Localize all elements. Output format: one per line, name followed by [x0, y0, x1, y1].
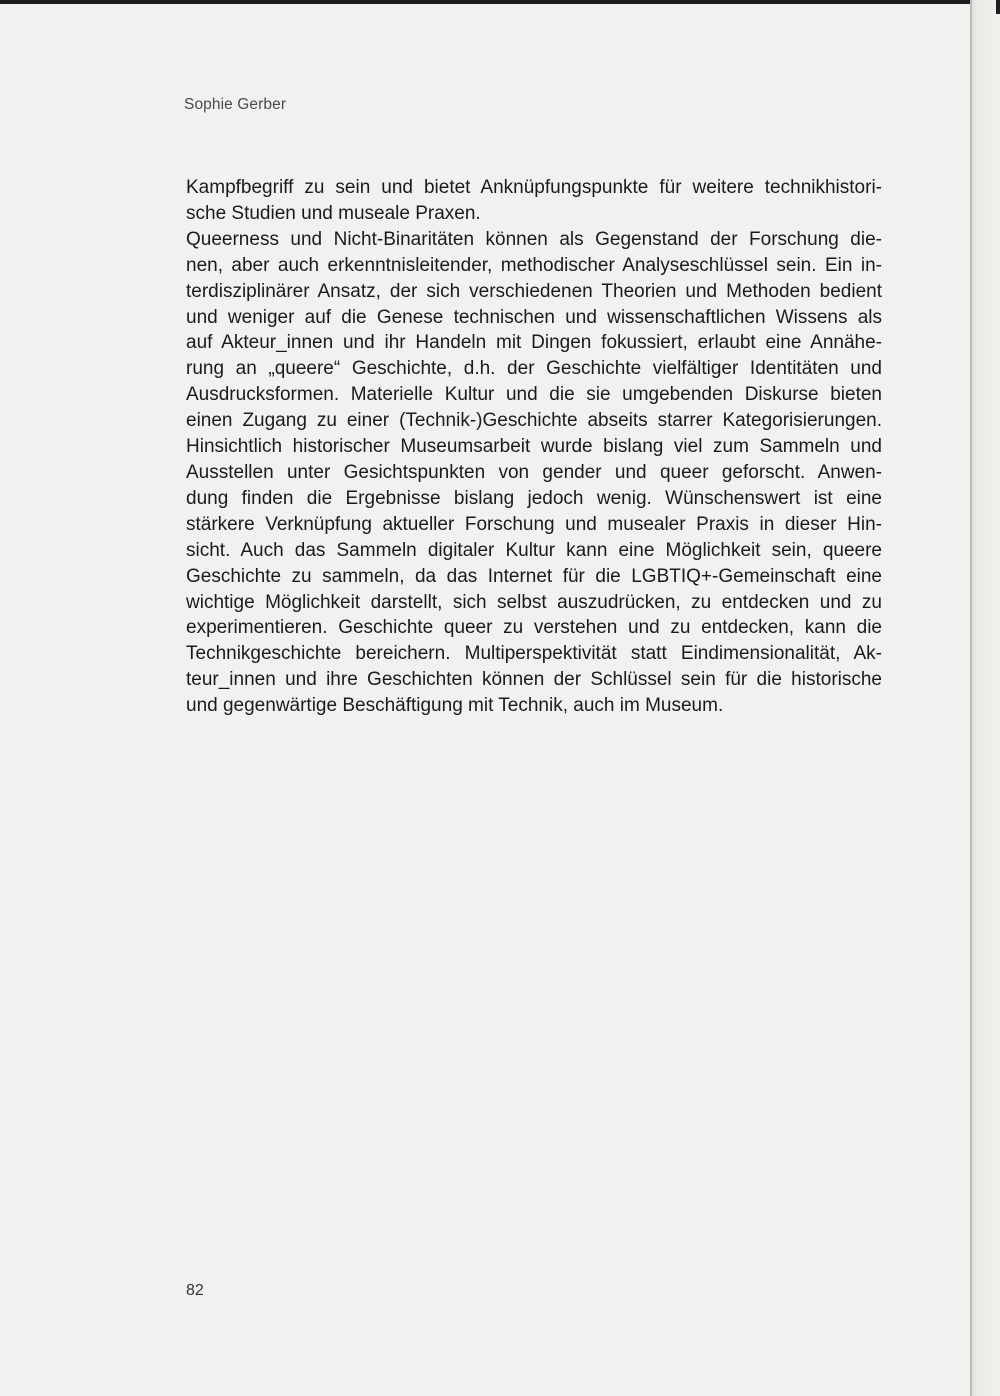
text-line: stärkere Verknüpfung aktueller Forschung und musealer Praxis in dieser Hin-: [186, 513, 882, 535]
text-line: Technikgeschichte bereichern. Multiperspektivität statt Eindimensionalität, Ak-: [186, 643, 882, 665]
scan-corner-mark: [996, 0, 1000, 14]
page-number: 82: [186, 1282, 204, 1299]
scan-top-edge: [0, 0, 1000, 4]
text-line: Hinsichtlich historischer Museumsarbeit wurde bislang viel zum Sammeln und: [186, 436, 882, 458]
page-gutter-strip: [970, 0, 1000, 1396]
text-line: Kampfbegriff zu sein und bietet Anknüpfungspunkte für weitere technikhistori-: [186, 177, 882, 198]
text-line: sche Studien und museale Praxen.: [186, 202, 481, 224]
text-line: teur_innen und ihre Geschichten können der Schlüssel sein für die historische: [186, 669, 882, 691]
text-line: rung an „queere“ Geschichte, d.h. der Geschichte vielfältiger Identitäten und: [186, 358, 882, 380]
text-line: nen, aber auch erkenntnisleitender, methodischer Analyseschlüssel sein. Ein in-: [186, 254, 882, 276]
text-line: Ausstellen unter Gesichtspunkten von gender und queer geforscht. Anwen-: [186, 461, 882, 483]
running-head: Sophie Gerber: [184, 96, 287, 113]
text-line: terdisziplinärer Ansatz, der sich verschiedenen Theorien und Methoden bedient: [186, 280, 882, 302]
text-line: Queerness und Nicht-Binaritäten können als Gegenstand der Forschung die-: [186, 228, 882, 250]
body-text: [186, 175, 882, 719]
text-line: und weniger auf die Genese technischen und wissenschaftlichen Wissens als: [186, 306, 882, 328]
text-line: wichtige Möglichkeit darstellt, sich selbst auszudrücken, zu entdecken und zu: [186, 591, 882, 613]
text-line: sicht. Auch das Sammeln digitaler Kultur kann eine Möglichkeit sein, queere: [186, 539, 882, 561]
text-line: auf Akteur_innen und ihr Handeln mit Dingen fokussiert, erlaubt eine Annähe-: [186, 332, 882, 354]
text-line: Ausdrucksformen. Materielle Kultur und die sie umgebenden Diskurse bieten: [186, 384, 882, 406]
text-line: dung finden die Ergebnisse bislang jedoch wenig. Wünschenswert ist eine: [186, 487, 882, 509]
text-line: einen Zugang zu einer (Technik-)Geschichte abseits starrer Kategorisierungen.: [186, 410, 882, 432]
text-line: und gegenwärtige Beschäftigung mit Technik, auch im Museum.: [186, 695, 724, 717]
text-line: Geschichte zu sammeln, da das Internet für die LGBTIQ+-Gemeinschaft eine: [186, 565, 882, 587]
text-line: experimentieren. Geschichte queer zu verstehen und zu entdecken, kann die: [186, 617, 882, 639]
